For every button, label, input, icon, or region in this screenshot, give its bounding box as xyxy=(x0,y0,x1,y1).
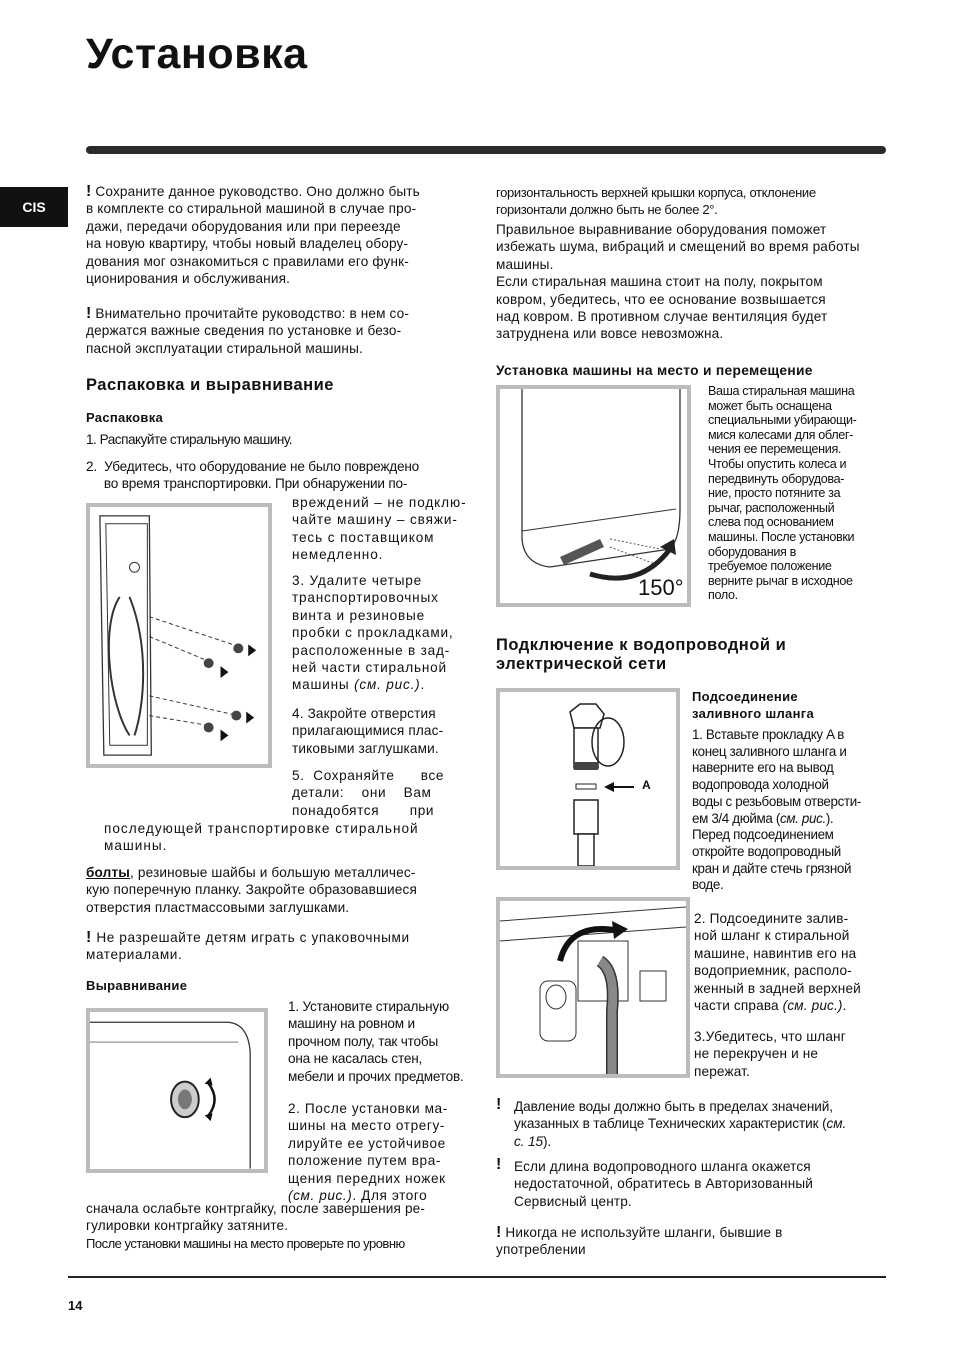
see-figure-ref: (см. рис.) xyxy=(354,677,421,693)
subheading-inlet-hose: Подсоединение заливного шланга xyxy=(692,689,814,721)
warning-used-hoses xyxy=(496,1224,783,1259)
level-step-1: 1. Установите стиральную машину на ровном и прочном полу, так чтобы она не касалась стен, мебели и прочих предметов. xyxy=(288,999,464,1084)
leveling-continued: горизонтальность верхней крышки корпуса, отклонение горизонтали должно быть не более 2°. xyxy=(496,185,816,218)
exclamation-icon: ! xyxy=(86,183,92,200)
step-text: 2. После установки ма- шины на место отрегу- лируйте ее устойчивое положение путем вра- щения передних ножек xyxy=(288,1101,448,1186)
unpack-step-2: 2. Убедитесь, что оборудование не было повреждено во время транспортировки. При обнаружении по- xyxy=(86,459,420,492)
exclamation-icon: ! xyxy=(496,1096,502,1113)
section-heading-unpacking-leveling: Распаковка и выравнивание xyxy=(86,376,334,394)
note-read-manual xyxy=(86,305,466,357)
note-text: Не разрешайте детям играть с упаковочными материалами. xyxy=(86,930,410,963)
figure-transport-bolts xyxy=(86,503,272,768)
exclamation-icon: ! xyxy=(86,305,92,322)
subheading-unpacking: Распаковка xyxy=(86,410,164,425)
hose-inlet-illustration xyxy=(500,901,686,1074)
step-text: 3. Удалите четыре транспортировочных винта и резиновые пробки с прокладками, расположенные в зад- ней части стиральной машины xyxy=(292,573,454,693)
section-heading-moving: Установка машины на место и перемещение xyxy=(496,363,813,378)
unpack-step-1: 1. Распакуйте стиральную машину. xyxy=(86,432,293,447)
language-tab xyxy=(0,187,68,227)
note-text: Сохраните данное руководство. Оно должно быть в комплекте со стиральной машиной в случае про- дажи, передачи оборудования или при переезде на новую квартиру, чтобы новый владелец обору- дования мог ознакомиться с правилами его функ- ционирования и обслуживания. xyxy=(86,184,420,287)
warning-hose-length: Если длина водопроводного шланга окажется недостаточной, обратитесь в Авторизованный Сервисный центр. xyxy=(514,1159,814,1209)
figure-leveling-feet xyxy=(86,1008,268,1173)
moving-text: Ваша стиральная машина может быть оснащена специальными убирающи- мися колесами для облег- чения ее перемещения. Чтобы опустить колеса и передвинуть оборудова- ние, просто потяните за рычаг, расположенный слева под основанием машины. После установки оборудования в требуемое положение верните рычаг в исходное поло. xyxy=(708,384,857,603)
hose-step-2 xyxy=(694,910,861,1014)
leveling-advice: Правильное выравнивание оборудования поможет избежать шума, вибраций и смещений во время работы машины. Если стиральная машина стоит на полу, покрытом ковром, убедитесь, что ее основание возвышается над ковром. В противном случае вентиляция будет затруднена или вовсе невозможна. xyxy=(496,222,860,342)
note-text: Внимательно прочитайте руководство: в нем со- держатся важные сведения по установке и безо- пасной эксплуатации стиральной машины. xyxy=(86,306,410,356)
washer-back-illustration xyxy=(90,507,268,764)
step-text: 1. Вставьте прокладку A в конец заливного шланга и наверните его на вывод водопровода холодной воды с резьбовым отверсти- ем 3/4 дюйма ( xyxy=(692,727,861,826)
step-text: 2. Подсоедините залив- ной шланг к стиральной машине, навинтив его на водоприемник, располо- женный в задней верхней части справа xyxy=(694,911,861,1014)
level-step-2 xyxy=(288,1100,448,1204)
footer-rule xyxy=(68,1276,886,1278)
bolts-text: , резиновые шайбы и большую металличес- кую поперечную планку. Закройте образовавшиеся отверстия пластмассовыми заглушками. xyxy=(86,865,417,915)
bolts-word: болты xyxy=(86,865,131,880)
gasket-label: A xyxy=(642,778,651,792)
unpack-step-4: 4. Закройте отверстия прилагающимися плас- тиковыми заглушками. xyxy=(292,706,444,756)
warning-text: Никогда не используйте шланги, бывшие в употреблении xyxy=(496,1225,783,1258)
warning-water-pressure xyxy=(514,1098,846,1150)
wheel-lever-illustration xyxy=(500,389,687,603)
note-children xyxy=(86,929,410,964)
step-text-end: . xyxy=(842,998,847,1014)
figure-wheels-lever xyxy=(496,385,691,607)
warning-text-end: ). xyxy=(542,1133,552,1149)
exclamation-icon: ! xyxy=(496,1224,502,1241)
section-heading-connection: Подключение к водопроводной и электрической сети xyxy=(496,636,787,673)
figure-gasket xyxy=(496,688,680,870)
unpack-step-3: 3. Удалите четыре транспортировочных винта и резиновые пробки с прокладками, расположенные в зад- ней части стиральной машины (см. рис.). xyxy=(292,573,454,693)
exclamation-icon: ! xyxy=(496,1156,502,1173)
title-rule xyxy=(86,146,886,154)
note-keep-manual xyxy=(86,183,466,287)
unpack-step-5: 5. Сохраняйте все детали: они Вам понадобятся при xyxy=(292,768,445,818)
step-text-end: . Для этого xyxy=(352,1188,428,1204)
figure-hose-connection xyxy=(496,897,690,1078)
language-tab-label: CIS xyxy=(22,199,46,215)
warning-text: Давление воды должно быть в пределах значений, указанных в таблице Технических характеристик ( xyxy=(514,1099,833,1132)
unpack-step-2-cont: вреждений – не подклю- чайте машину – свяжи- тесь с поставщиком немедленно. xyxy=(292,495,467,563)
hose-step-1 xyxy=(692,727,861,894)
see-figure-ref: (см. рис.) xyxy=(288,1188,353,1204)
see-figure-ref: см. рис. xyxy=(779,810,826,826)
exclamation-icon: ! xyxy=(86,929,92,946)
page-number: 14 xyxy=(68,1298,83,1313)
subheading-leveling: Выравнивание xyxy=(86,978,188,993)
level-step-3: После установки машины на место проверьте по уровню xyxy=(86,1236,405,1251)
see-page-ref: см. с. 15 xyxy=(514,1116,847,1149)
bolts-paragraph xyxy=(86,864,466,916)
page-title: Установка xyxy=(86,30,308,78)
unpack-step-5-cont: последующей транспортировке стиральной машины. xyxy=(104,821,419,854)
level-step-2-cont: сначала ослабьте контргайку, после завершения ре- гулировки контргайку затяните. xyxy=(86,1201,426,1234)
see-figure-ref: (см. рис.) xyxy=(782,998,843,1014)
hose-step-3: 3.Убедитесь, что шланг не перекручен и не пережат. xyxy=(694,1029,846,1079)
adjustable-foot-illustration xyxy=(90,1012,264,1169)
angle-label: 150° xyxy=(638,575,684,600)
step-text-end: ). Перед подсоединением откройте водопроводный кран и дайте стечь грязной воде. xyxy=(692,810,852,893)
